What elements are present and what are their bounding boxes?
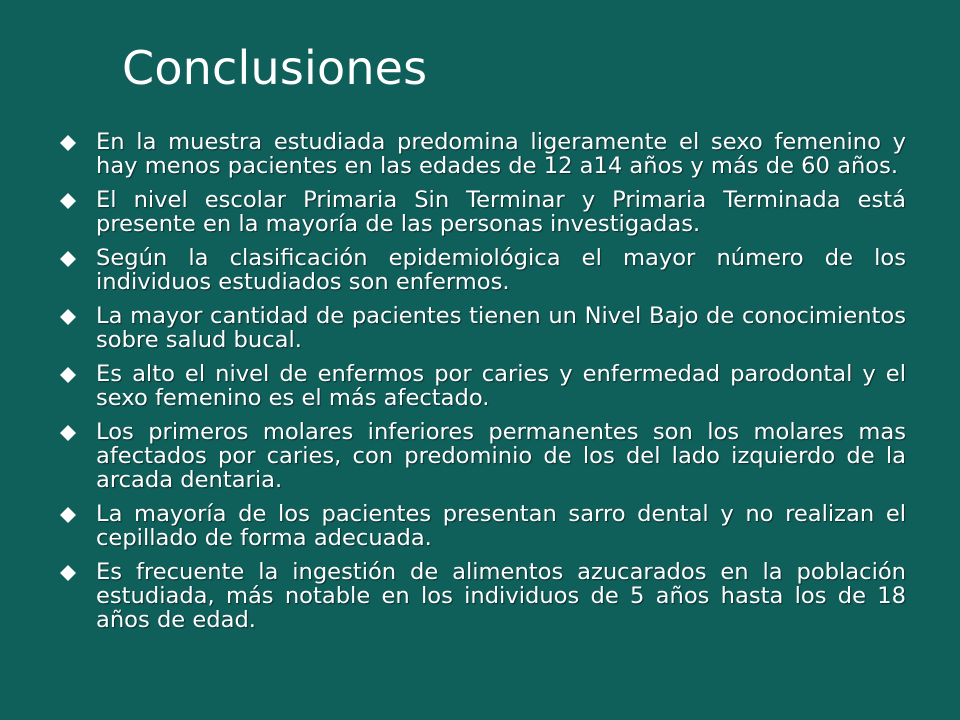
diamond-bullet-icon [60,135,76,151]
diamond-bullet-icon [60,565,76,581]
conclusions-list [60,130,906,642]
list-item [60,246,906,294]
bullet-text: Es frecuente la ingestión de alimentos azucarados en la población estudiada, más notable en los individuos de 5 años hasta los de 18 años de edad. [96,559,906,633]
diamond-bullet-icon [60,251,76,267]
bullet-text: La mayor cantidad de pacientes tienen un Nivel Bajo de conocimientos sobre salud bucal. [96,303,906,353]
slide-title: Conclusiones [122,41,428,95]
bullet-text: El nivel escolar Primaria Sin Terminar y Primaria Terminada está presente en la mayoría de las personas investigadas. [96,187,906,237]
bullet-text: En la muestra estudiada predomina ligeramente el sexo femenino y hay menos pacientes en las edades de 12 a14 años y más de 60 años. [96,129,906,179]
list-item [60,304,906,352]
diamond-bullet-icon [60,309,76,325]
list-item [60,420,906,492]
list-item [60,362,906,410]
bullet-text: Es alto el nivel de enfermos por caries y enfermedad parodontal y el sexo femenino es el más afectado. [96,361,906,411]
diamond-bullet-icon [60,425,76,441]
diamond-bullet-icon [60,507,76,523]
list-item [60,502,906,550]
bullet-text: Los primeros molares inferiores permanentes son los molares mas afectados por caries, con predominio de los del lado izquierdo de la arcada dentaria. [96,419,906,493]
list-item [60,560,906,632]
bullet-text: Según la clasificación epidemiológica el mayor número de los individuos estudiados son enfermos. [96,245,906,295]
list-item [60,130,906,178]
bullet-text: La mayoría de los pacientes presentan sarro dental y no realizan el cepillado de forma adecuada. [96,501,906,551]
diamond-bullet-icon [60,367,76,383]
diamond-bullet-icon [60,193,76,209]
list-item [60,188,906,236]
